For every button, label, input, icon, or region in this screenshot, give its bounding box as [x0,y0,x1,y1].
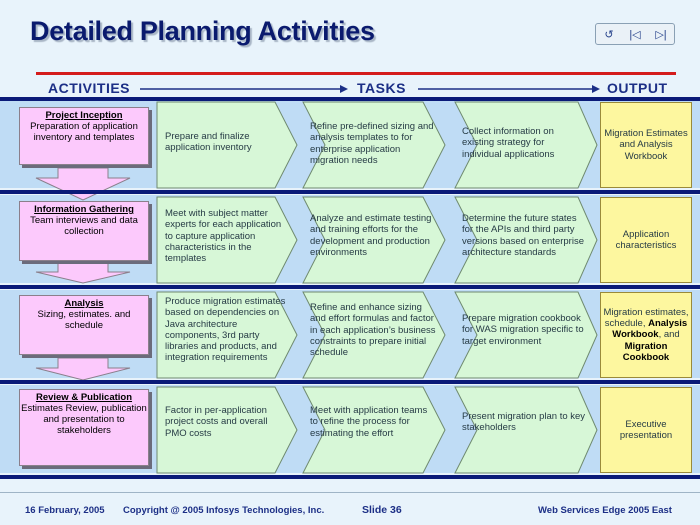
header-tasks: TASKS [357,80,406,96]
row-divider [0,285,700,289]
activity-project-inception [19,107,149,165]
task-text: Prepare migration cookbook for WAS migration specific to target environment [462,313,584,347]
output-box [600,102,692,188]
back-icon[interactable]: |◁ [629,28,641,41]
task-text: Produce migration estimates based on dependencies on Java architecture components, 3rd party libraries and products, and integration requirements [165,296,286,364]
task-text: Determine the future states for the APIs and third party versions based on enterprise architecture standards [462,213,584,258]
header-output: OUTPUT [607,80,668,96]
output-text: Migration estimates, schedule, Analysis Workbook, and Migration Cookbook [603,306,689,363]
output-text: Executive presentation [619,418,673,441]
activity-analysis [19,295,149,355]
output-box [600,197,692,283]
task-text: Analyze and estimate testing and training efforts for the development and production environments [310,213,432,258]
activity-title: Analysis [64,298,104,309]
row-divider [0,97,700,101]
activity-review-publication [19,389,149,466]
output-box [600,387,692,473]
output-text: Migration Estimates and Analysis Workbook [604,128,688,162]
footer-date: 16 February, 2005 [25,505,105,516]
activity-title: Information Gathering [34,204,134,215]
footer-divider [0,492,700,493]
footer-slide-number: Slide 36 [362,504,402,516]
task-text: Meet with subject matter experts for each application to capture application characteristics in the templates [165,208,282,265]
row-divider [0,475,700,479]
task-text: Meet with application teams to refine the process for estimating the effort [310,405,428,439]
task-text: Refine and enhance sizing and effort formulas and factor in each application’s business constraints to prepare initial schedule [310,302,436,359]
activity-description: Sizing, estimates. and schedule [37,309,131,331]
footer-event: Web Services Edge 2005 East [538,505,672,516]
activity-information-gathering [19,201,149,261]
row-divider [0,380,700,384]
activity-description: Estimates Review, publication and presentation to stakeholders [21,403,147,436]
footer-copyright: Copyright @ 2005 Infosys Technologies, Inc. [123,505,325,516]
header-activities: ACTIVITIES [48,80,131,96]
activity-title: Review & Publication [35,392,133,403]
task-text: Factor in per-application project costs and overall PMO costs [165,405,268,439]
return-icon[interactable]: ↺ [604,28,614,41]
task-text: Present migration plan to key stakeholders [462,411,586,434]
activity-description: Team interviews and data collection [30,215,138,237]
forward-icon[interactable]: ▷| [655,28,667,41]
task-text: Refine pre-defined sizing and analysis templates to for enterprise application migration needs [310,121,434,166]
task-text: Collect information on existing strategy for individual applications [462,126,555,160]
task-text: Prepare and finalize application inventory [165,131,252,154]
activity-title: Project Inception [45,110,123,121]
slide-title: Detailed Planning Activities [30,16,375,46]
output-text: Application characteristics [615,228,677,251]
activity-description: Preparation of application inventory and templates [30,121,138,143]
row-divider [0,190,700,194]
output-box [600,292,692,378]
